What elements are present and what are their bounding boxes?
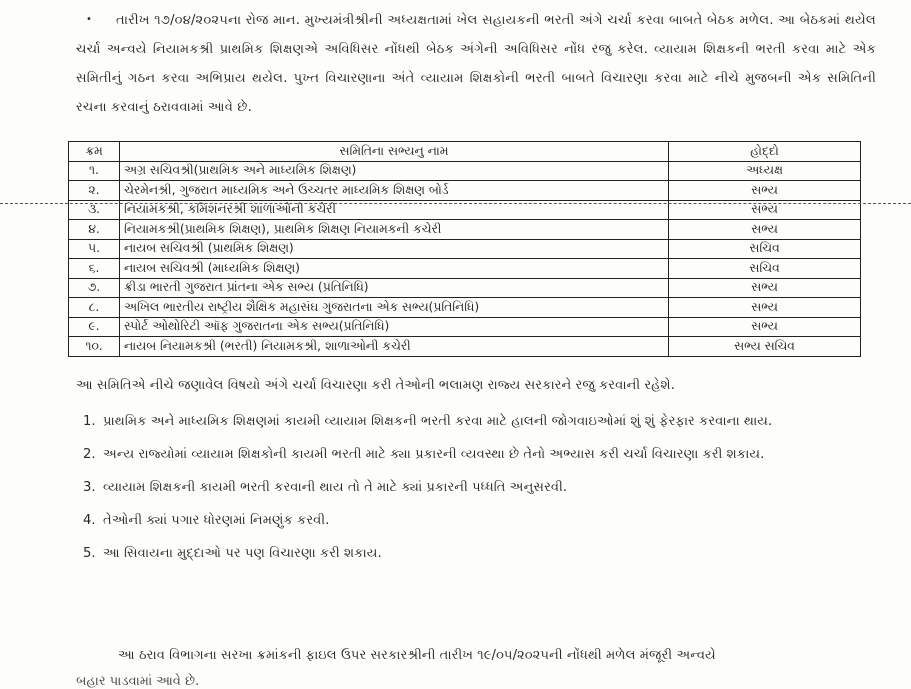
row-name: ક્રીડા ભારતી ગુજરાત પ્રાંતના એક સભ્ય (પ્રતિનિધિ)	[120, 278, 669, 298]
row-role: સભ્ય	[669, 298, 861, 318]
table-row	[69, 337, 861, 357]
row-no: ૩.	[69, 200, 120, 220]
item-text: અન્ય રાજ્યોમાં વ્યાયામ શિક્ષકોની કાયમી ભરતી માટે ક્યા પ્રકારની વ્યવસ્થા છે તેનો અભ્યાસ કરી ચર્ચા વિચારણા કરી શકાય.	[103, 447, 765, 462]
discussion-points-list	[83, 408, 853, 573]
row-no: ૪.	[69, 220, 120, 240]
list-item	[83, 408, 853, 436]
intro-paragraph-text: તારીખ ૧૭/૦૪/૨૦૨૫ના રોજ માન. મુખ્યમંત્રીશ્રીની અધ્યક્ષતામાં ખેલ સહાયકની ભરતી અંગે ચર્ચા કરવા બાબતે બેઠક મળેલ. આ બેઠકમાં થયેલ ચર્ચા અન્વયે નિયામકશ્રી પ્રાથમિક શિક્ષણએ અવિધિસર નોંધથી બેઠક અંગેની અવિધિસર નોંધ રજુ કરેલ. વ્યાયામ શિક્ષકની ભરતી કરવા માટે એક સમિતીનું ગઠન કરવા અભિપ્રાય થયેલ. પુખ્ત વિચારણાના અંતે વ્યાયામ શિક્ષકોની ભરતી બાબતે વિચારણા કરવા માટે નીચે મુજબની એક સમિતિની રચના કરવાનું ઠરાવવામાં આવે છે.	[76, 13, 876, 115]
row-no: ૮.	[69, 298, 120, 318]
row-name: ચેરમેનશ્રી, ગુજરાત માધ્યમિક અને ઉચ્ચતર માધ્યમિક શિક્ષણ બોર્ડ	[120, 181, 669, 201]
row-role: સચિવ	[669, 259, 861, 279]
row-name: સ્પોર્ટ ઓથોરિટી ઑફ ગુજરાતના એક સભ્ય(પ્રતિનિધિ)	[120, 317, 669, 337]
header-name: સમિતિના સભ્યનુ નામ	[120, 142, 669, 162]
row-role: સચિવ	[669, 239, 861, 259]
header-no: ક્રમ	[69, 142, 120, 162]
list-item	[83, 507, 853, 535]
row-no: ૨.	[69, 181, 120, 201]
table-row	[69, 161, 861, 181]
row-role: અધ્યક્ષ	[669, 161, 861, 181]
row-no: ૬.	[69, 259, 120, 279]
table-row	[69, 181, 861, 201]
table-row	[69, 220, 861, 240]
committee-table	[68, 141, 861, 357]
table-row	[69, 278, 861, 298]
closing-paragraph: આ ઠરાવ વિભાગના સરખા ક્રમાંકની ફાઇલ ઉપર સરકારશ્રીની તારીખ ૧૯/૦૫/૨૦૨૫ની નોંધથી મળેલ મંજૂરી અન્વયે	[118, 648, 716, 663]
row-role: સભ્ય	[669, 220, 861, 240]
list-item	[83, 441, 853, 469]
table-row	[69, 298, 861, 318]
intro-paragraph	[76, 6, 876, 122]
row-name: અખિલ ભારતીય રાષ્ટ્રીય શૈક્ષિક મહાસંઘ ગુજરાતના એક સભ્ય(પ્રતિનિધિ)	[120, 298, 669, 318]
table-header-row	[69, 142, 861, 162]
row-role: સભ્ય	[669, 181, 861, 201]
row-name: નિયામકશ્રી, કમિશનરશ્રી શાળાઓની કચેરી	[120, 200, 669, 220]
row-role: સભ્ય	[669, 317, 861, 337]
row-name: નાયબ સચિવશ્રી (પ્રાથમિક શિક્ષણ)	[120, 239, 669, 259]
row-no: ૧૦.	[69, 337, 120, 357]
item-text: તેઓની ક્યાં પગાર ધોરણમાં નિમણુંક કરવી.	[103, 513, 330, 528]
item-text: આ સિવાયના મુદ્દાઓ પર પણ વિચારણા કરી શકાય.	[103, 546, 382, 561]
row-no: ૫.	[69, 239, 120, 259]
item-number: 2.	[83, 447, 96, 462]
item-number: 1.	[83, 414, 96, 429]
item-text: પ્રાથમિક અને માધ્યમિક શિક્ષણમાં કાયમી વ્યાયામ શિક્ષકની ભરતી કરવા માટે હાલની જોગવાઇઓમાં શું શું ફેરફાર કરવાના થાય.	[103, 414, 773, 429]
row-role: સભ્ય	[669, 278, 861, 298]
item-number: 5.	[83, 546, 96, 561]
row-name: નિયામકશ્રી(પ્રાથમિક શિક્ષણ), પ્રાથમિક શિક્ષણ નિયામકની કચેરી	[120, 220, 669, 240]
bullet-mark: •	[86, 14, 92, 25]
row-name: નાયબ નિયામકશ્રી (ભરતી) નિયામકશ્રી, શાળાઓની કચેરી	[120, 337, 669, 357]
row-name: અગ્ર સચિવશ્રી(પ્રાથમિક અને માધ્યમિક શિક્ષણ)	[120, 161, 669, 181]
header-role: હોદ્દો	[669, 142, 861, 162]
cut-off-line: બહાર પાડવામાં આવે છે.	[76, 674, 200, 689]
item-text: વ્યાયામ શિક્ષકની કાયમી ભરતી કરવાની થાય તો તે માટે ક્યાં પ્રકારની પધ્ધતિ અનુસરવી.	[103, 480, 568, 495]
table-row	[69, 317, 861, 337]
page-fold-line	[0, 203, 911, 204]
row-no: ૯.	[69, 317, 120, 337]
table-row	[69, 239, 861, 259]
list-item	[83, 540, 853, 568]
item-number: 3.	[83, 480, 96, 495]
row-role: સભ્ય	[669, 200, 861, 220]
row-name: નાયબ સચિવશ્રી (માધ્યમિક શિક્ષણ)	[120, 259, 669, 279]
row-no: ૧.	[69, 161, 120, 181]
item-number: 4.	[83, 513, 96, 528]
list-item	[83, 474, 853, 502]
row-role: સભ્ય સચિવ	[669, 337, 861, 357]
committee-intro: આ સમિતિએ નીચે જણાવેલ વિષયો અંગે ચર્ચા વિચારણા કરી તેઓની ભલામણ રાજ્ય સરકારને રજુ કરવાની રહેશે.	[76, 378, 675, 393]
row-no: ૭.	[69, 278, 120, 298]
table-row	[69, 259, 861, 279]
